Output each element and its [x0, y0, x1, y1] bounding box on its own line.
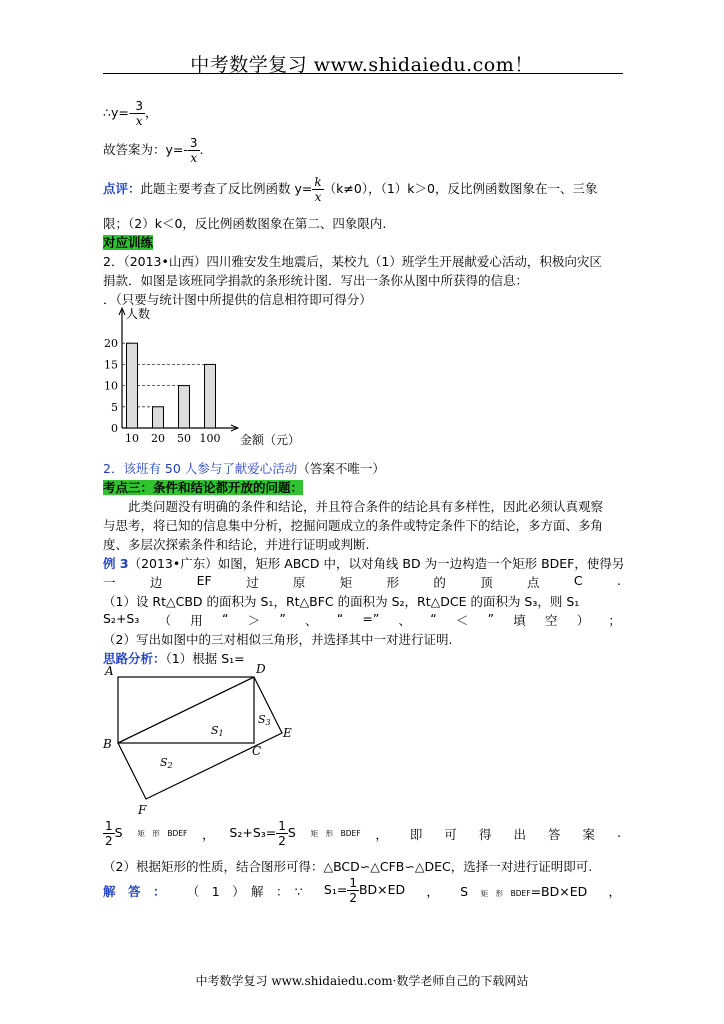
ex3-line4-word-16: ；	[608, 613, 621, 628]
ex3-line2-word-1: 边	[149, 575, 163, 590]
ex3-line2-word-5: 矩	[339, 575, 353, 590]
example3-line1: 例 3（2013•广东）如图，矩形 ABCD 中，以对角线 BD 为一边构造一个矩形 BDEF，使得另	[103, 556, 625, 571]
example3-line5: （2）写出如图中的三对相似三角形，并选择其中一对进行证明.	[103, 632, 453, 647]
q2-line3: ．（只要与统计图中所提供的信息相符即可得分）	[103, 292, 372, 307]
x-tick-label: 20	[151, 432, 165, 445]
label-a: A	[105, 664, 114, 678]
analysis-continuation: $\frac{1}{2}$ S 矩 形 BDEF ， S₂+S₃= $\frac{1}{2}$ S 矩 形 BDEF ， 即 可 得 出 答 案 .	[105, 819, 621, 848]
ex3-line4-word-3: “	[221, 611, 229, 626]
ex3-line2-word-11: .	[616, 573, 621, 588]
y-tick-label: 5	[111, 400, 118, 414]
ex3-line2-word-9: 点	[527, 575, 540, 590]
example3-line2	[103, 573, 621, 591]
page-header-title: 中考数学复习 www.shidaiedu.com！	[190, 54, 534, 76]
ex3-line4-word-2: 用	[190, 613, 203, 628]
header-divider	[103, 73, 623, 74]
page-footer: 中考数学复习 www.shidaiedu.com·数学老师自己的下载网站	[195, 974, 529, 988]
y-tick-label: 10	[104, 379, 118, 393]
ex3-line4-word-11: ＜	[455, 613, 469, 628]
solution-line: 解 答 ： （ 1 ） 解 ： ∵ S₁= $\frac{1}{2}$ BD×ED ， S 矩 形 BDEF=BD×ED ，	[103, 876, 621, 905]
ex3-line2-word-3: 过	[246, 575, 259, 590]
analysis-line2: （2）根据矩形的性质，结合图形可得：△BCD∽△CFB∽△DEC，选择一对进行证明即可.	[103, 859, 593, 874]
topic3-label: 考点三：条件和结论都开放的问题：	[103, 480, 304, 495]
ex3-line4-word-5: ”	[279, 611, 286, 626]
bar-100	[205, 364, 216, 428]
analysis-line: 思路分析：（1）根据 S₁=	[103, 651, 245, 666]
ex3-line4-word-6: 、	[305, 613, 318, 628]
prev-answer-line2: 故答案为：y=- $\frac{3}{x}$ .	[103, 136, 204, 165]
section-label: 对应训练	[103, 235, 154, 250]
y-tick-label: 15	[104, 358, 118, 372]
label-s2: S2	[160, 756, 173, 770]
tail-word-3: 得	[478, 826, 492, 842]
rectangle-figure	[100, 660, 300, 820]
label-f: F	[138, 803, 147, 817]
q2-line2: 捐款．如图是该班同学捐款的条形统计图．写出一条你从图中所获得的信息：	[103, 273, 529, 288]
label-s3: S3	[258, 713, 271, 727]
rectangle-bdef	[118, 677, 282, 799]
ex3-line4-word-14: 空	[544, 613, 558, 628]
topic3-p1: 此类问题没有明确的条件和结论，并且符合条件的结论具有多样性，因此必须认真观察	[128, 499, 604, 514]
label-c: C	[252, 744, 262, 758]
y-axis-title: 人数	[126, 307, 151, 321]
bar-10	[127, 343, 138, 428]
tail-word-7: .	[617, 824, 621, 840]
bar-20	[153, 407, 164, 428]
label-d: D	[256, 662, 266, 676]
tail-word-6: 案	[582, 826, 595, 842]
topic3-p3: 度、多层次探索条件和结论，并进行证明或判断.	[103, 537, 370, 552]
donation-bar-chart	[100, 304, 310, 450]
q2-line1: 2．（2013•山西）四川雅安发生地震后，某校九（1）班学生开展献爱心活动，积极向灾区	[103, 254, 602, 269]
y-tick-label: 20	[104, 337, 118, 351]
fraction: $\frac{k}{x}$	[314, 175, 322, 204]
example3-line4	[103, 611, 621, 629]
ex3-line2-word-6: 形	[386, 575, 400, 590]
label-e: E	[283, 726, 292, 740]
bar-50	[179, 386, 190, 428]
ex3-line4-word-12: ”	[487, 611, 495, 626]
label-b: B	[103, 737, 112, 751]
x-tick-label: 50	[177, 432, 191, 445]
ex3-line4-word-10: “	[430, 611, 437, 626]
ex3-line2-word-2: EF	[196, 573, 212, 588]
ex3-line4-word-1: （	[158, 613, 172, 628]
label-s1: S1	[211, 724, 224, 738]
x-tick-label: 100	[199, 432, 221, 445]
prev-answer-line1: ∴y=- $\frac{3}{x}$ ，	[103, 99, 158, 128]
ex3-line4-word-4: ＞	[247, 613, 261, 628]
ex3-line4-word-15: ）	[576, 613, 590, 628]
y-tick-label: 0	[111, 422, 118, 435]
topic3-p2: 与思考，将已知的信息集中分析，挖掘问题成立的条件或特定条件下的结论，多方面、多角	[103, 518, 604, 533]
ex3-line2-word-8: 顶	[480, 575, 493, 590]
tail-word-5: 答	[547, 826, 561, 842]
ex3-line4-word-8: =”	[362, 611, 380, 626]
ex3-line2-word-0: 一	[103, 575, 116, 590]
tail-word-4: 出	[513, 826, 526, 842]
ex3-line4-word-9: 、	[398, 613, 412, 628]
q2-answer: 2．该班有 50 人参与了献爱心活动（答案不唯一）	[103, 461, 385, 476]
comment-line2: 限；（2）k＜0，反比例函数图象在第二、四象限内.	[103, 216, 387, 231]
comment-line1: 点评：此题主要考查了反比例函数 y= $\frac{k}{x}$ （k≠0），（1）k＞0，反比例函数图象在一、三象	[103, 175, 598, 204]
ex3-line2-word-7: 的	[433, 575, 446, 590]
ex3-line2-word-10: C	[573, 573, 583, 588]
tail-word-0: ，	[375, 826, 388, 842]
fraction: $\frac{3}{x}$	[135, 99, 143, 128]
ex3-line4-word-7: “	[336, 611, 344, 626]
ex3-line2-word-4: 原	[292, 575, 306, 590]
ex3-line4-word-13: 填	[513, 613, 526, 628]
tail-word-2: 可	[444, 826, 457, 842]
fraction: $\frac{3}{x}$	[189, 136, 198, 165]
tail-word-1: 即	[409, 826, 423, 842]
x-axis-title: 金额（元）	[240, 433, 301, 447]
example3-line3: （1）设 Rt△CBD 的面积为 S₁，Rt△BFC 的面积为 S₂，Rt△DCE 的面积为 S₃，则 S₁	[103, 594, 580, 609]
comment-label: 点评：	[103, 181, 141, 196]
x-tick-label: 10	[125, 432, 139, 445]
ex3-line4-word-0: S₂+S₃	[103, 611, 140, 626]
